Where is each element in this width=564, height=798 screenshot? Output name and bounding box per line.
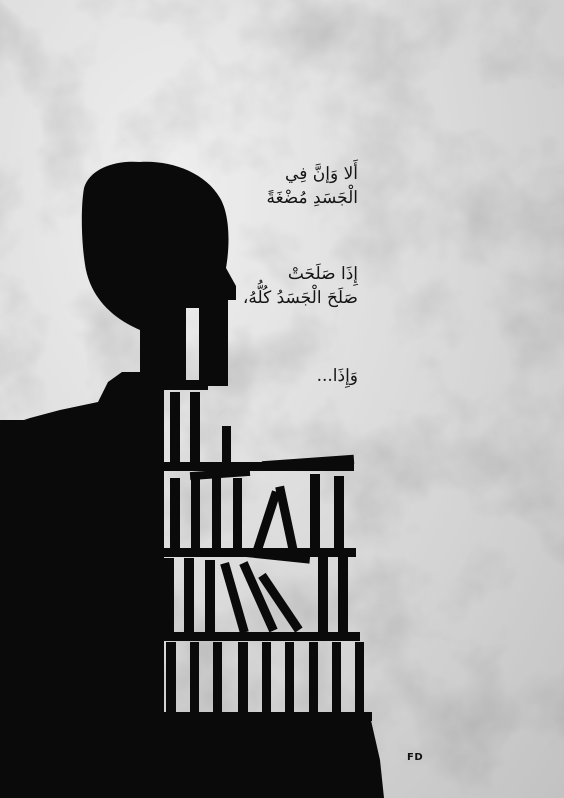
book [318, 556, 328, 634]
book [338, 556, 348, 634]
torso-fill [140, 330, 186, 390]
book [212, 478, 221, 550]
book [310, 474, 320, 550]
book [190, 392, 200, 464]
book [205, 560, 215, 634]
verse-block-3 [317, 364, 358, 388]
body-base [150, 716, 384, 798]
book [252, 490, 280, 554]
verse-line: وَإِذَا... [316, 366, 358, 386]
book [238, 642, 248, 716]
book [150, 478, 159, 550]
book [332, 642, 341, 716]
book [166, 642, 176, 716]
verse-block-2 [243, 262, 358, 310]
verse-line: الْجَسَدِ مُضْغَةً [266, 188, 358, 208]
book [150, 390, 160, 464]
book [309, 642, 318, 716]
book [275, 486, 298, 552]
book [285, 642, 294, 716]
book [190, 642, 199, 716]
book [199, 306, 207, 386]
book [184, 558, 194, 634]
body-fill [0, 420, 150, 798]
book [213, 642, 222, 716]
book [334, 476, 344, 550]
book [191, 478, 200, 550]
verse-block-1 [266, 162, 358, 210]
book [170, 392, 180, 464]
book [164, 558, 174, 634]
book [233, 478, 242, 550]
verse-line: صَلَحَ الْجَسَدُ كُلُّهُ، [242, 288, 358, 308]
book [262, 642, 271, 716]
book [170, 478, 180, 550]
book [180, 380, 208, 390]
book [222, 426, 231, 464]
book [355, 642, 364, 716]
verse-line: أَلا وَإنَّ فِي [285, 164, 358, 184]
verse-line: إِذَا صَلَحَتْ [287, 264, 358, 284]
artist-signature: FD [407, 752, 424, 763]
